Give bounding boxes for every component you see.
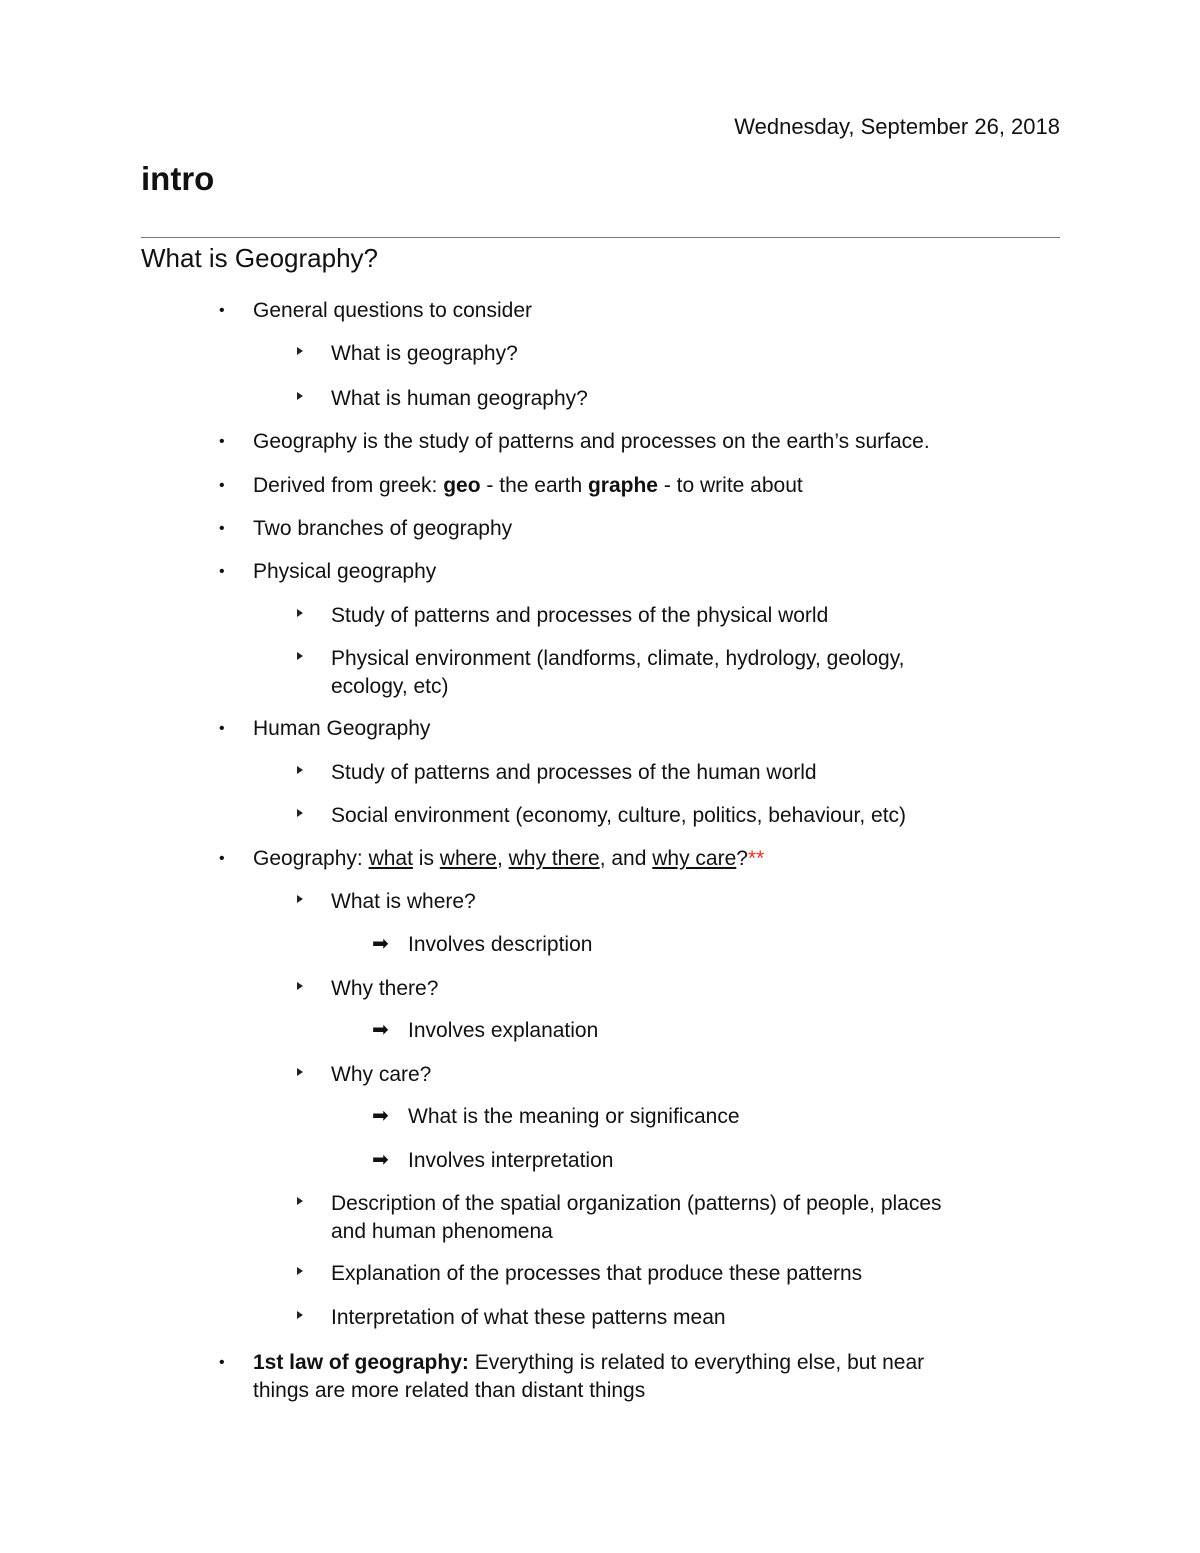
note-text: ? [736, 847, 748, 870]
underlined-why-care: why care [652, 847, 737, 870]
triangle-bullet-icon [297, 1267, 303, 1275]
bullet-icon: • [219, 302, 225, 319]
underlined-what: what [368, 847, 413, 870]
triangle-bullet-icon [297, 766, 303, 774]
note-line: What is the meaning or significance [408, 1105, 740, 1128]
note-text: - to write about [657, 474, 803, 497]
bullet-icon: • [219, 563, 225, 580]
note-line: Physical environment (landforms, climate, hydrology, geology, [331, 647, 905, 670]
note-line: Two branches of geography [253, 517, 513, 540]
note-line: Interpretation of what these patterns mean [331, 1306, 726, 1329]
note-line: Involves interpretation [408, 1149, 614, 1172]
triangle-bullet-icon [297, 982, 303, 990]
note-text: , [496, 847, 509, 870]
law-label: 1st law of geography: [253, 1351, 469, 1374]
note-text: , and [599, 847, 653, 870]
note-line: Study of patterns and processes of the physical world [331, 604, 829, 627]
note-line: Study of patterns and processes of the human world [331, 761, 817, 784]
triangle-bullet-icon [297, 895, 303, 903]
title-divider [141, 237, 1060, 238]
emphasis-stars: ** [747, 847, 765, 870]
note-text: Derived from greek: [253, 474, 444, 497]
bullet-icon: • [219, 433, 225, 450]
arrow-bullet-icon: ➡ [372, 1019, 389, 1041]
term-graphe: graphe [587, 474, 658, 497]
triangle-bullet-icon [297, 1311, 303, 1319]
note-line: Social environment (economy, culture, politics, behaviour, etc) [331, 804, 907, 827]
note-line: Human Geography [253, 717, 431, 740]
triangle-bullet-icon [297, 392, 303, 400]
note-line [253, 1349, 924, 1376]
note-line: Involves description [408, 933, 593, 956]
triangle-bullet-icon [297, 809, 303, 817]
triangle-bullet-icon [297, 1068, 303, 1076]
date-label: Wednesday, September 26, 2018 [734, 114, 1060, 139]
note-line: Why there? [331, 977, 439, 1000]
triangle-bullet-icon [297, 1197, 303, 1205]
bullet-icon: • [219, 477, 225, 494]
page-title: intro [141, 160, 215, 197]
note-line: Explanation of the processes that produce these patterns [331, 1262, 863, 1285]
note-line: things are more related than distant things [253, 1379, 646, 1402]
bullet-icon: • [219, 850, 225, 867]
bullet-icon: • [219, 1354, 225, 1371]
note-text: is [412, 847, 440, 870]
note-line: Physical geography [253, 560, 437, 583]
underlined-why-there: why there [508, 847, 600, 870]
note-line: Involves explanation [408, 1019, 599, 1042]
underlined-where: where [439, 847, 497, 870]
term-geo: geo [443, 474, 481, 497]
note-line [253, 472, 803, 499]
note-line: General questions to consider [253, 299, 532, 322]
note-line: Geography is the study of patterns and processes on the earth’s surface. [253, 430, 930, 453]
bullet-icon: • [219, 720, 225, 737]
note-text: Everything is related to everything else, but near [468, 1351, 925, 1374]
note-line: and human phenomena [331, 1220, 553, 1243]
triangle-bullet-icon [297, 609, 303, 617]
arrow-bullet-icon: ➡ [372, 933, 389, 955]
triangle-bullet-icon [297, 347, 303, 355]
note-text: Geography: [253, 847, 369, 870]
note-line [253, 845, 764, 872]
note-line: What is human geography? [331, 387, 588, 410]
section-heading: What is Geography? [141, 243, 379, 273]
note-line: What is where? [331, 890, 476, 913]
note-line: Description of the spatial organization (patterns) of people, places [331, 1192, 942, 1215]
arrow-bullet-icon: ➡ [372, 1149, 389, 1171]
note-line: Why care? [331, 1063, 432, 1086]
arrow-bullet-icon: ➡ [372, 1105, 389, 1127]
note-text: - the earth [480, 474, 588, 497]
note-line: What is geography? [331, 342, 518, 365]
bullet-icon: • [219, 520, 225, 537]
triangle-bullet-icon [297, 652, 303, 660]
note-line: ecology, etc) [331, 675, 449, 698]
